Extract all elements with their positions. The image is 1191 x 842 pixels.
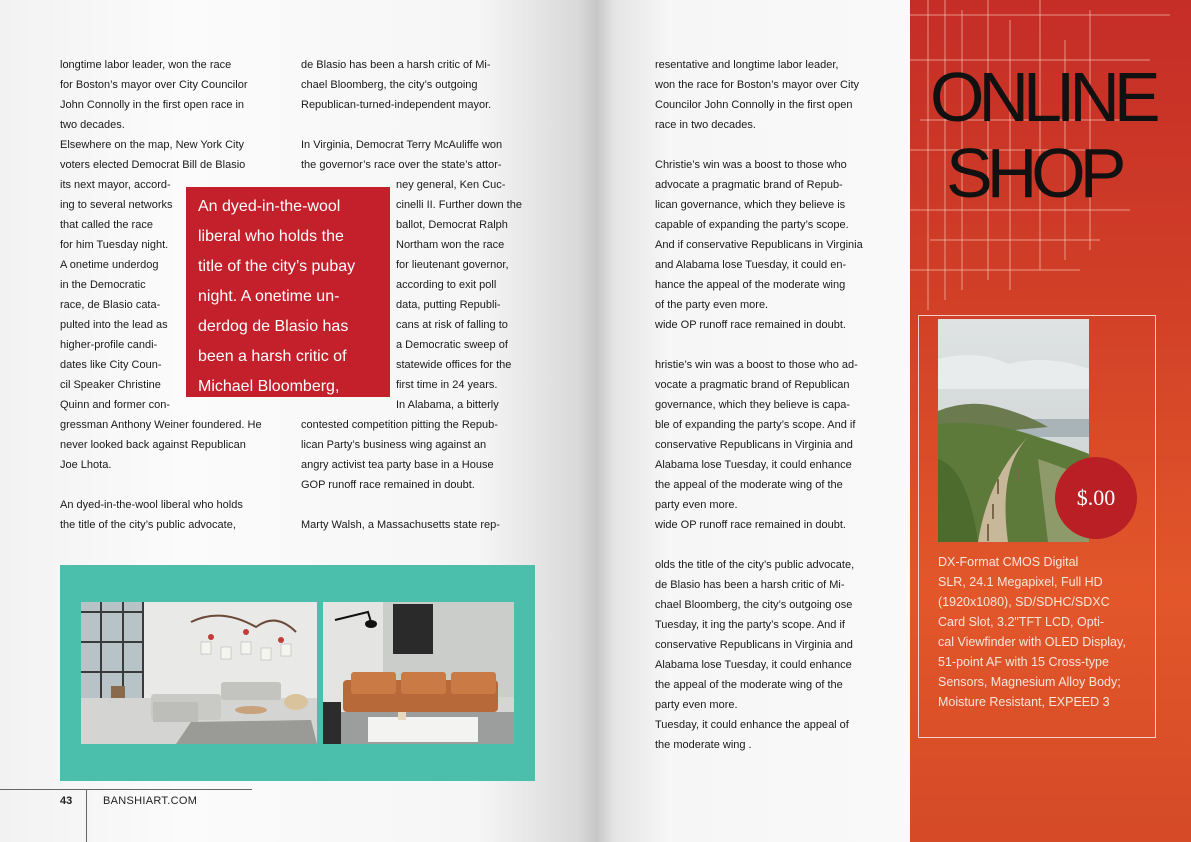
site-name: BANSHIART.COM bbox=[103, 795, 198, 807]
text-line: Michael Bloomberg, bbox=[198, 378, 340, 395]
text-line: a Democratic sweep of bbox=[396, 339, 508, 351]
text-line: olds the title of the city’s public advocate, bbox=[655, 559, 855, 571]
text-line: Republican-turned-independent mayor. bbox=[301, 99, 492, 111]
text-line: race, de Blasio cata- bbox=[60, 299, 161, 311]
text-line: the title of the city’s public advocate, bbox=[60, 519, 236, 531]
price-badge[interactable]: $.00 bbox=[1055, 457, 1137, 539]
article-column-2-bottom bbox=[301, 415, 500, 535]
shop-title-line1: ONLINE bbox=[930, 58, 1155, 136]
article-column-3 bbox=[655, 55, 863, 755]
photo-panel bbox=[60, 565, 535, 781]
text-line: A onetime underdog bbox=[60, 259, 159, 271]
article-column-2-wrap bbox=[396, 175, 522, 415]
page-number: 43 bbox=[60, 795, 73, 807]
text-line: higher-profile candi- bbox=[60, 339, 158, 351]
text-line: dates like City Coun- bbox=[60, 359, 162, 371]
text-line: Alabama lose Tuesday, it could enhance bbox=[655, 459, 852, 471]
text-line: ing to several networks bbox=[60, 199, 173, 211]
text-line: party even more. bbox=[655, 499, 738, 511]
text-line: liberal who holds the bbox=[198, 228, 344, 245]
text-line: de Blasio has been a harsh critic of Mi- bbox=[301, 59, 491, 71]
text-line: ballot, Democrat Ralph bbox=[396, 219, 508, 231]
text-line: lican governance, which they believe is bbox=[655, 199, 846, 211]
text-line: conservative Republicans in Virginia and bbox=[655, 439, 853, 451]
text-line: hristie’s win was a boost to those who ad- bbox=[655, 359, 858, 371]
text-line: race in two decades. bbox=[655, 119, 756, 131]
text-line: the appeal of the moderate wing of the bbox=[655, 479, 843, 491]
text-line: Marty Walsh, a Massachusetts state rep- bbox=[301, 519, 500, 531]
online-shop-panel bbox=[910, 0, 1191, 842]
text-line: de Blasio has been a harsh critic of Mi- bbox=[655, 579, 845, 591]
text-line: the governor’s race over the state’s attor- bbox=[301, 159, 502, 171]
text-line: ney general, Ken Cuc- bbox=[396, 179, 506, 191]
text-line: DX-Format CMOS Digital bbox=[938, 555, 1079, 569]
text-line: ble of expanding the party’s scope. And if bbox=[655, 419, 856, 431]
text-line: pulted into the lead as bbox=[60, 319, 168, 331]
text-line: vocate a pragmatic brand of Republican bbox=[655, 379, 850, 391]
text-line: according to exit poll bbox=[396, 279, 497, 291]
text-line: night. A onetime un- bbox=[198, 288, 340, 305]
text-line: Sensors, Magnesium Alloy Body; bbox=[938, 675, 1121, 689]
text-line: And if conservative Republicans in Virginia bbox=[655, 239, 863, 251]
text-line: for lieutenant governor, bbox=[396, 259, 509, 271]
text-line: An dyed-in-the-wool bbox=[198, 198, 341, 215]
text-line: the moderate wing . bbox=[655, 739, 752, 751]
text-line: Northam won the race bbox=[396, 239, 505, 251]
footer-divider bbox=[86, 789, 87, 842]
text-line bbox=[301, 115, 502, 135]
footer-rule bbox=[0, 789, 252, 790]
text-line: cil Speaker Christine bbox=[60, 379, 161, 391]
product-description bbox=[938, 552, 1126, 712]
text-line: first time in 24 years. bbox=[396, 379, 498, 391]
text-line: party even more. bbox=[655, 699, 738, 711]
text-line: been a harsh critic of bbox=[198, 348, 347, 365]
text-line: contested competition pitting the Repub- bbox=[301, 419, 498, 431]
text-line: its next mayor, accord- bbox=[60, 179, 171, 191]
text-line: gressman Anthony Weiner foundered. He bbox=[60, 419, 262, 431]
text-line: chael Bloomberg, the city’s outgoing ose bbox=[655, 599, 853, 611]
text-line: Tuesday, it could enhance the appeal of bbox=[655, 719, 849, 731]
text-line: lican Party’s business wing against an bbox=[301, 439, 487, 451]
article-column-2-top bbox=[301, 55, 502, 175]
text-line: Alabama lose Tuesday, it could enhance bbox=[655, 659, 852, 671]
text-line: hance the appeal of the moderate wing bbox=[655, 279, 846, 291]
text-line: Tuesday, it ing the party’s scope. And if bbox=[655, 619, 845, 631]
text-line bbox=[655, 535, 863, 555]
text-line: In Virginia, Democrat Terry McAuliffe won bbox=[301, 139, 503, 151]
text-line: cans at risk of falling to bbox=[396, 319, 508, 331]
text-line: Elsewhere on the map, New York City bbox=[60, 139, 245, 151]
text-line: Quinn and former con- bbox=[60, 399, 171, 411]
text-line: cinelli II. Further down the bbox=[396, 199, 522, 211]
text-line: derdog de Blasio has bbox=[198, 318, 349, 335]
text-line: of the party even more. bbox=[655, 299, 769, 311]
text-line bbox=[301, 495, 500, 515]
text-line: in the Democratic bbox=[60, 279, 146, 291]
text-line bbox=[655, 335, 863, 355]
text-line: Moisture Resistant, EXPEED 3 bbox=[938, 695, 1110, 709]
text-line: cal Viewfinder with OLED Display, bbox=[938, 635, 1126, 649]
text-line: statewide offices for the bbox=[396, 359, 512, 371]
pull-quote bbox=[186, 187, 390, 397]
text-line: Joe Lhota. bbox=[60, 459, 112, 471]
text-line: resentative and longtime labor leader, bbox=[655, 59, 839, 71]
text-line: conservative Republicans in Virginia and bbox=[655, 639, 853, 651]
text-line: angry activist tea party base in a House bbox=[301, 459, 494, 471]
text-line bbox=[60, 475, 262, 495]
text-line: In Alabama, a bitterly bbox=[396, 399, 499, 411]
text-line: An dyed-in-the-wool liberal who holds bbox=[60, 499, 243, 511]
text-line: voters elected Democrat Bill de Blasio bbox=[60, 159, 246, 171]
text-line: never looked back against Republican bbox=[60, 439, 246, 451]
living-room-photo-2 bbox=[323, 602, 514, 744]
text-line: the appeal of the moderate wing of the bbox=[655, 679, 843, 691]
text-line: advocate a pragmatic brand of Repub- bbox=[655, 179, 843, 191]
text-line: two decades. bbox=[60, 119, 125, 131]
text-line bbox=[655, 135, 863, 155]
text-line: for him Tuesday night. bbox=[60, 239, 169, 251]
text-line: capable of expanding the party’s scope. bbox=[655, 219, 849, 231]
text-line: GOP runoff race remained in doubt. bbox=[301, 479, 475, 491]
text-line: John Connolly in the first open race in bbox=[60, 99, 245, 111]
text-line: governance, which they believe is capa- bbox=[655, 399, 851, 411]
text-line: SLR, 24.1 Megapixel, Full HD bbox=[938, 575, 1103, 589]
text-line: wide OP runoff race remained in doubt. bbox=[655, 519, 846, 531]
shop-title-line2: SHOP bbox=[946, 134, 1121, 212]
text-line: won the race for Boston’s mayor over City bbox=[655, 79, 859, 91]
text-line: (1920x1080), SD/SDHC/SDXC bbox=[938, 595, 1110, 609]
text-line: wide OP runoff race remained in doubt. bbox=[655, 319, 846, 331]
living-room-photo-1 bbox=[81, 602, 317, 744]
text-line: and Alabama lose Tuesday, it could en- bbox=[655, 259, 847, 271]
text-line: Christie’s win was a boost to those who bbox=[655, 159, 847, 171]
text-line: chael Bloomberg, the city’s outgoing bbox=[301, 79, 478, 91]
text-line: Card Slot, 3.2"TFT LCD, Opti- bbox=[938, 615, 1105, 629]
text-line: for Boston’s mayor over City Councilor bbox=[60, 79, 248, 91]
text-line: 51-point AF with 15 Cross-type bbox=[938, 655, 1109, 669]
text-line: Councilor John Connolly in the first open bbox=[655, 99, 853, 111]
text-line: that called the race bbox=[60, 219, 153, 231]
text-line: data, putting Republi- bbox=[396, 299, 501, 311]
text-line: longtime labor leader, won the race bbox=[60, 59, 232, 71]
text-line: title of the city’s pubay bbox=[198, 258, 356, 275]
